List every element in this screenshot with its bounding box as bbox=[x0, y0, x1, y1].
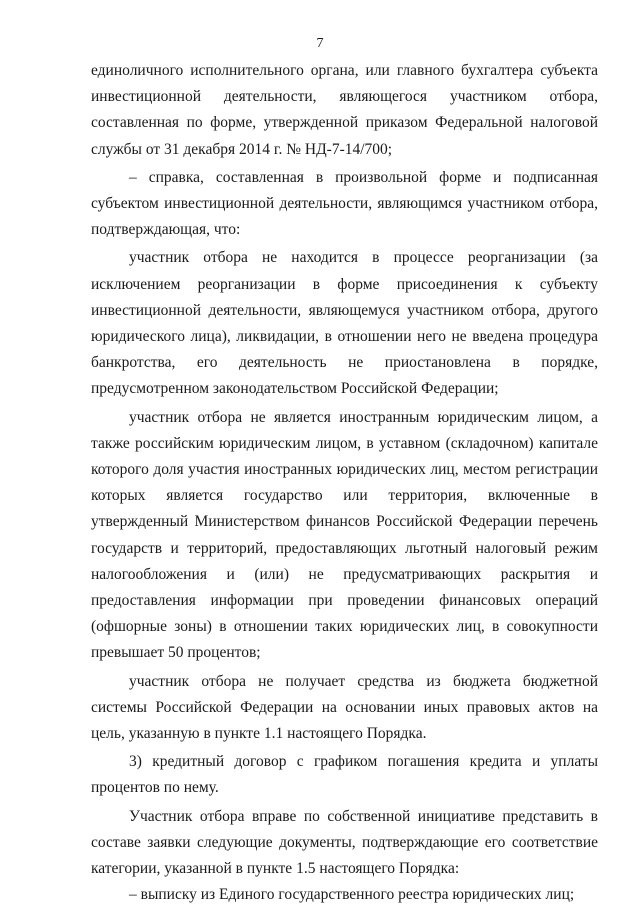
document-body bbox=[91, 58, 598, 909]
paragraph-no-reorganization: участник отбора не находится в процессе реорганизации (за исключением реорганизации в форме присоединения к субъекту инвестиционной деятельности, являющемуся участником отбора, другого юридического лица), ликвидации, в отношении него не введена процедура банкротства, его деятельность не приостановлена в порядке, предусмотренном законодательством Российской Федерации; bbox=[91, 249, 598, 398]
paragraph-optional-documents: Участник отбора вправе по собственной инициативе представить в составе заявки следующие документы, подтверждающие его соответствие категории, указанной в пункте 1.5 настоящего Порядка: bbox=[91, 807, 598, 878]
page-number: 7 bbox=[316, 36, 324, 51]
paragraph-no-other-funding: участник отбора не получает средства из бюджета бюджетной системы Российской Федерации на основании иных правовых актов на цель, указанную в пункте 1.1 настоящего Порядка. bbox=[91, 672, 598, 743]
paragraph-not-foreign-entity: участник отбора не является иностранным юридическим лицом, а также российским юридическим лицом, в уставном (складочном) капитале которого доля участия иностранных юридических лиц, местом регистрации которых является государство или территория, включенные в утвержденный Министерством финансов Российской Федерации перечень государств и территорий, предоставляющих льготный налоговый режим налогообложения и (или) не предусматривающих раскрытия и предоставления информации при проведении финансовых операций (офшорные зоны) в отношении таких юридических лиц, в совокупности превышает 50 процентов; bbox=[91, 408, 598, 662]
paragraph-certificate: – справка, составленная в произвольной форме и подписанная субъектом инвестиционной деятельности, являющимся участником отбора, подтверждающая, что: bbox=[91, 168, 598, 239]
paragraph-egrul-extract: – выписку из Единого государственного реестра юридических лиц; bbox=[129, 886, 575, 904]
paragraph-continuation: единоличного исполнительного органа, или главного бухгалтера субъекта инвестиционной деятельности, являющегося участником отбора, составленная по форме, утвержденной приказом Федеральной налоговой службы от 31 декабря 2014 г. № НД-7-14/700; bbox=[91, 62, 598, 158]
paragraph-credit-agreement: 3) кредитный договор с графиком погашения кредита и уплаты процентов по нему. bbox=[91, 753, 598, 797]
